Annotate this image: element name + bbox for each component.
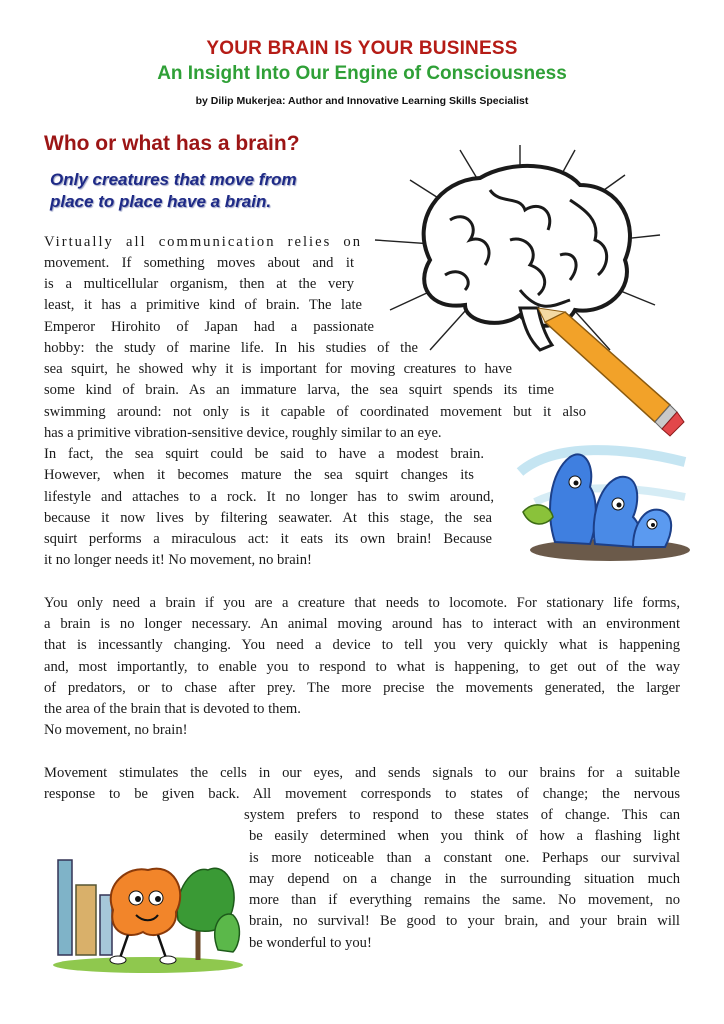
paragraph-line: swimming around: not only is it capable of coordinated movement but it also [44,404,586,420]
paragraph-line: In fact, the sea squirt could be said to have a modest brain. [44,446,484,462]
paragraph-line: movement. If something moves about and it [44,255,354,271]
paragraph-line: response to be given back. All movement corresponds to states of change; the nervous [44,786,680,802]
byline: by Dilip Mukerjea: Author and Innovative Learning Skills Specialist [195,95,529,107]
paragraph-line: is a multicellular organism, then at the very [44,276,354,292]
paragraph-line: of predators, or to chase after prey. The more precise the movements generated, the larger [44,680,680,696]
paragraph-line: the area of the brain that is devoted to them. [44,701,301,717]
paragraph-line: However, when it becomes mature the sea squirt changes its [44,467,474,483]
paragraph-line: it no longer needs it! No movement, no brain! [44,552,312,568]
page-subtitle: An Insight Into Our Engine of Consciousness [157,63,567,84]
paragraph-line: Movement stimulates the cells in our eyes, and sends signals to our brains for a suitable [44,765,680,781]
paragraph-line: sea squirt, he showed why it is important for moving creatures to have [44,361,512,377]
walking-brain-cartoon [48,840,243,975]
tagline [50,169,350,213]
paragraph-line: You only need a brain if you are a creature that needs to locomote. For stationary life forms, [44,595,680,611]
paragraph-line: system prefers to respond to these states of change. This can [244,807,680,823]
paragraph-line: some kind of brain. As an immature larva, the sea squirt spends its time [44,382,554,398]
paragraph-line: No movement, no brain! [44,722,188,738]
paragraph-line: has a primitive vibration-sensitive device, roughly similar to an eye. [44,425,442,441]
paragraph-line: lifestyle and attaches to a rock. It no longer has to swim around, [44,489,494,505]
paragraph-line: least, it has a primitive kind of brain. The late [44,297,362,313]
sea-squirt-cartoon [515,432,690,562]
paragraph-line: a brain is no longer necessary. An animal moving around has to interact with an environment [44,616,680,632]
paragraph-line: be wonderful to you! [249,935,372,951]
paragraph-line: Virtually all communication relies on [44,234,362,250]
paragraph-line: that is incessantly changing. You need a device to tell you very quickly what is happening [44,637,680,653]
paragraph-line: may depend on a change in the surrounding situation much [249,871,680,887]
paragraph-line: is more noticeable than a constant one. Perhaps our survival [249,850,680,866]
paragraph-line: brain, no survival! Be good to your brain, and your brain will [249,913,680,929]
paragraph-line: squirt performs a miraculous act: it eats its own brain! Because [44,531,492,547]
tagline-line: place to place have a brain. [50,192,272,211]
section-heading: Who or what has a brain? [44,132,300,155]
paragraph-line: hobby: the study of marine life. In his studies of the [44,340,418,356]
paragraph-line: and, most importantly, to enable you to respond to what is happening, to get out of the way [44,659,680,675]
paragraph-line: because it now lives by filtering seawater. At this stage, the sea [44,510,492,526]
paragraph-line: Emperor Hirohito of Japan had a passionate [44,319,374,335]
paragraph-line: be easily determined when you think of how a flashing light [249,828,680,844]
tagline-line: Only creatures that move from [50,170,297,189]
page-title: YOUR BRAIN IS YOUR BUSINESS [206,38,518,59]
paragraph-line: more than if everything remains the same. No movement, no [249,892,680,908]
